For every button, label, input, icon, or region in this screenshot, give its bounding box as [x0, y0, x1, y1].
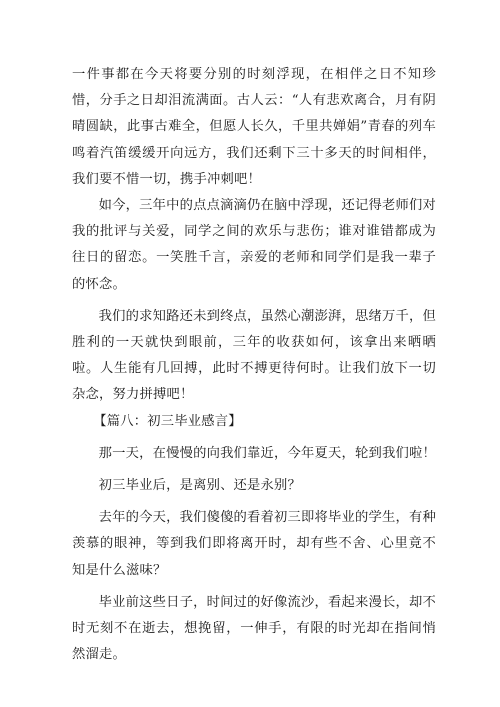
paragraph-last-year: 去年的今天，我们傻傻的看着初三即将毕业的学生，有种羡慕的眼神，等到我们即将离开时，却有些不舍、心里竟不知是什么滋味？: [72, 510, 437, 578]
paragraph-question: 初三毕业后，是离别、还是永别？: [98, 478, 302, 494]
paragraph-struggle: 我们的求知路还未到终点，虽然心潮澎湃，思绪万千，但胜利的一天就快到眼前，三年的收获如何，该拿出来晒晒啦。人生能有几回搏，此时不搏更待何时。让我们放下一切杂念，努力拼搏吧！: [72, 308, 437, 403]
document-body: [72, 62, 436, 668]
paragraph-that-day: 那一天，在慢慢的向我们靠近，今年夏天，轮到我们啦！: [98, 445, 437, 461]
section-heading: 【篇八：初三毕业感言】: [93, 413, 242, 429]
paragraph-time-flowing: 毕业前这些日子，时间过的好像流沙，看起来漫长，却不时无刻不在逝去，想挽留，一伸手，有限的时光却在指间悄然溜走。: [72, 594, 437, 663]
paragraph-continuation: 一件事都在今天将要分别的时刻浮现，在相伴之日不知珍惜，分手之日却泪流满面。古人云：“人有悲欢离合，月有阴晴圆缺，此事古难全，但愿人长久，千里共婵娟”青春的列车鸣着汽笛缓缓开向远方，我们还剩下三十多天的时间相伴，我们要不惜一切，携手冲刺吧！: [72, 67, 436, 187]
paragraph-memories: 如今，三年中的点点滴滴仍在脑中浮现，还记得老师们对我的批评与关爱，同学之间的欢乐与悲伤；谁对谁错都成为往日的留恋。一笑胜千言，亲爱的老师和同学们是我一辈子的怀念。: [72, 198, 437, 292]
